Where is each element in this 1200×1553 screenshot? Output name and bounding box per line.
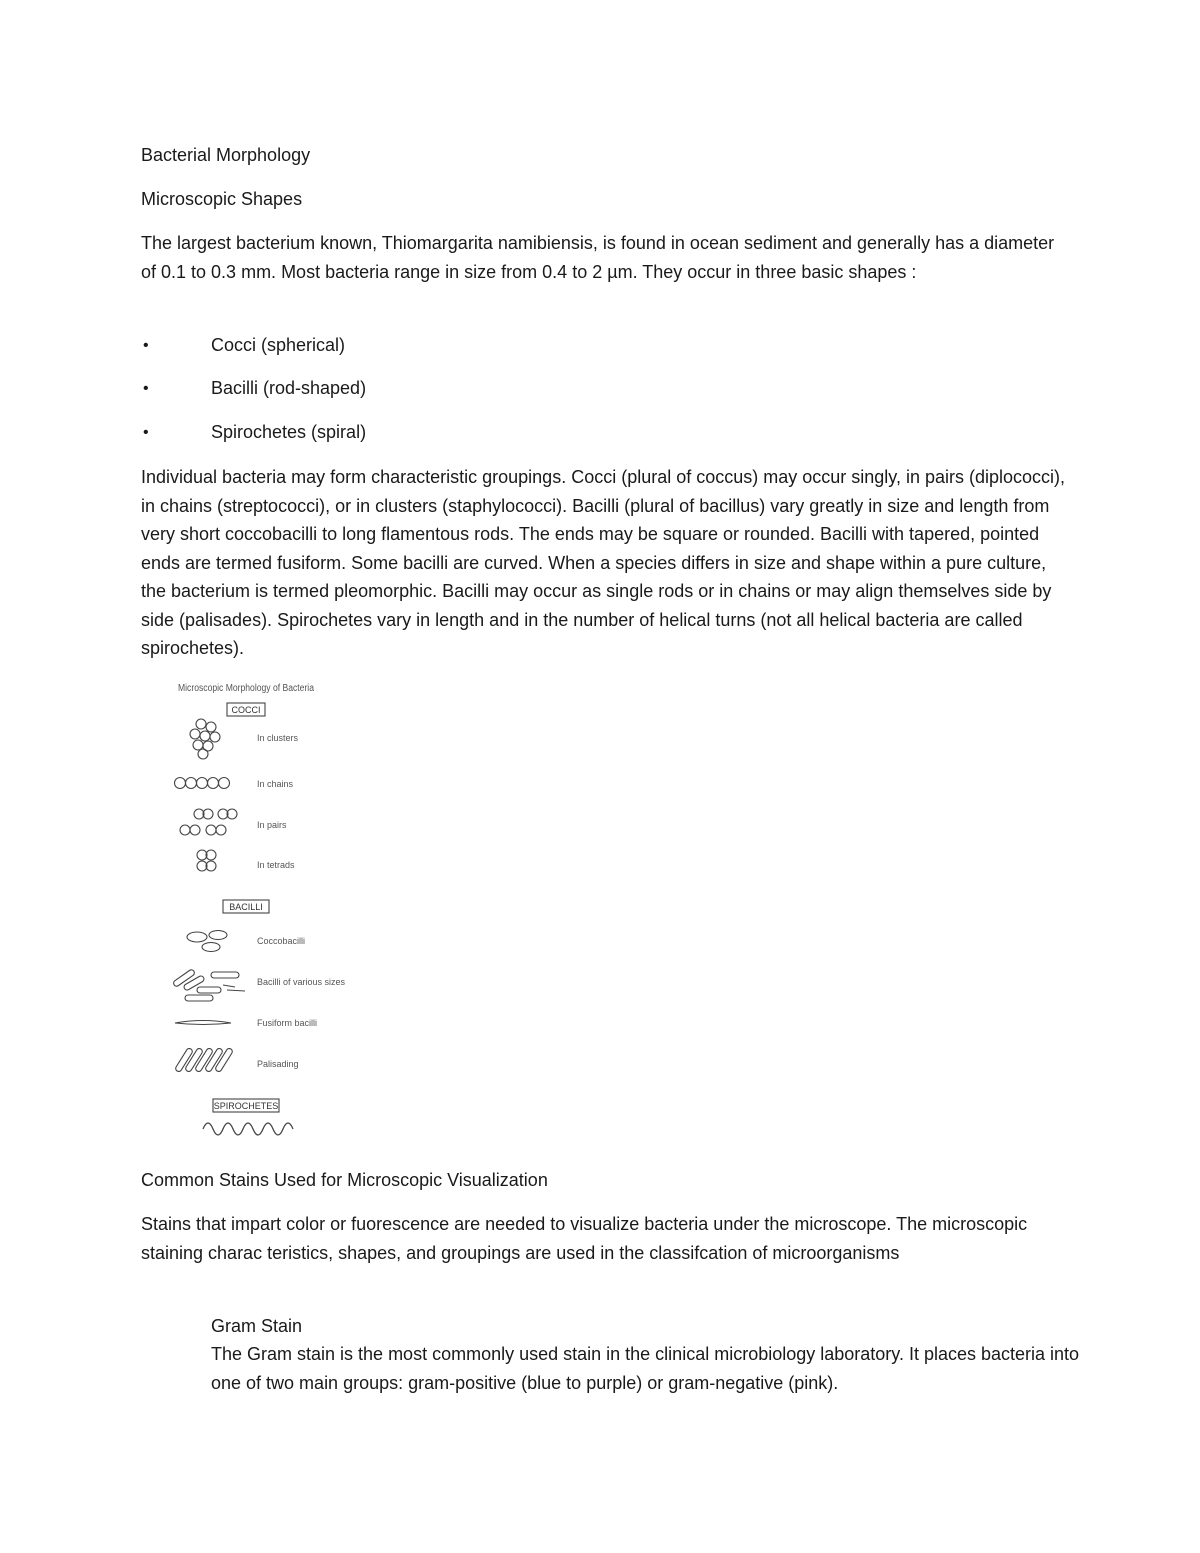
figure-title: Microscopic Morphology of Bacteria <box>178 683 315 694</box>
morphology-figure <box>165 675 365 1150</box>
cocci-clusters-icon <box>190 719 220 759</box>
spirochetes-heading: SPIROCHETES <box>213 1101 279 1111</box>
section-heading-microscopic-shapes: Microscopic Shapes <box>141 189 303 209</box>
groupings-paragraph: Individual bacteria may form characteristic groupings. Cocci (plural of coccus) may occur singly, in pairs (diplococci), in chains (streptococci), or in clusters (staphylococci). Bacilli (plural of bacillus) vary greatly in size and length from very short coccobacilli to long flamentous rods. The ends may be square or rounded. Bacilli with tapered, pointed ends are termed fusiform. Some bacilli are curved. When a species differs in size and shape within a pure culture, the bacterium is termed pleomorphic. Bacilli may occur as single rods or in chains or may align themselves side by side (palisades). Spirochetes vary in length and in the number of helical turns (not all helical bacteria are called spirochetes). <box>141 467 1066 658</box>
bacilli-label-fusiform: Fusiform bacilli <box>257 1018 318 1028</box>
bacilli-heading: BACILLI <box>229 902 263 912</box>
document-title: Bacterial Morphology <box>141 145 311 165</box>
section-heading-stains: Common Stains Used for Microscopic Visualization <box>141 1170 548 1190</box>
cocci-pairs-icon <box>180 809 237 835</box>
cocci-label-chains: In chains <box>257 779 294 789</box>
cocci-chains-icon <box>175 778 230 789</box>
bullet-text: Spirochetes (spiral) <box>211 422 367 442</box>
bacilli-label-palisading: Palisading <box>257 1059 299 1069</box>
stains-paragraph: Stains that impart color or fuorescence are needed to visualize bacteria under the microscope. The microscopic staining charac teristics, shapes, and groupings are used in the classifcation of microorganisms <box>141 1214 1028 1263</box>
bacilli-label-various-sizes: Bacilli of various sizes <box>257 977 346 987</box>
bacilli-various-sizes-icon <box>172 969 245 1001</box>
cocci-label-clusters: In clusters <box>257 733 299 743</box>
bullet-marker: • <box>143 380 149 397</box>
intro-paragraph: The largest bacterium known, Thiomargarita namibiensis, is found in ocean sediment and generally has a diameter of 0.1 to 0.3 mm. Most bacteria range in size from 0.4 to 2 µm. They occur in three basic shapes : <box>141 233 1055 282</box>
bullet-marker: • <box>143 424 149 441</box>
gram-stain-paragraph: The Gram stain is the most commonly used stain in the clinical microbiology laboratory. It places bacteria into one of two main groups: gram-positive (blue to purple) or gram-negative (pink). <box>211 1344 1080 1393</box>
fusiform-bacilli-icon <box>175 1021 231 1025</box>
bullet-text: Bacilli (rod-shaped) <box>211 378 367 398</box>
bullet-marker: • <box>143 337 149 354</box>
bullet-text: Cocci (spherical) <box>211 335 346 355</box>
cocci-label-tetrads: In tetrads <box>257 860 295 870</box>
palisading-icon <box>175 1047 234 1072</box>
gram-stain-heading: Gram Stain <box>211 1316 303 1336</box>
cocci-tetrads-icon <box>197 850 216 871</box>
bacilli-label-coccobacilli: Coccobacilli <box>257 936 306 946</box>
cocci-label-pairs: In pairs <box>257 820 287 830</box>
coccobacilli-icon <box>187 931 227 952</box>
spirochete-icon <box>203 1123 293 1135</box>
cocci-heading: COCCI <box>231 705 261 715</box>
